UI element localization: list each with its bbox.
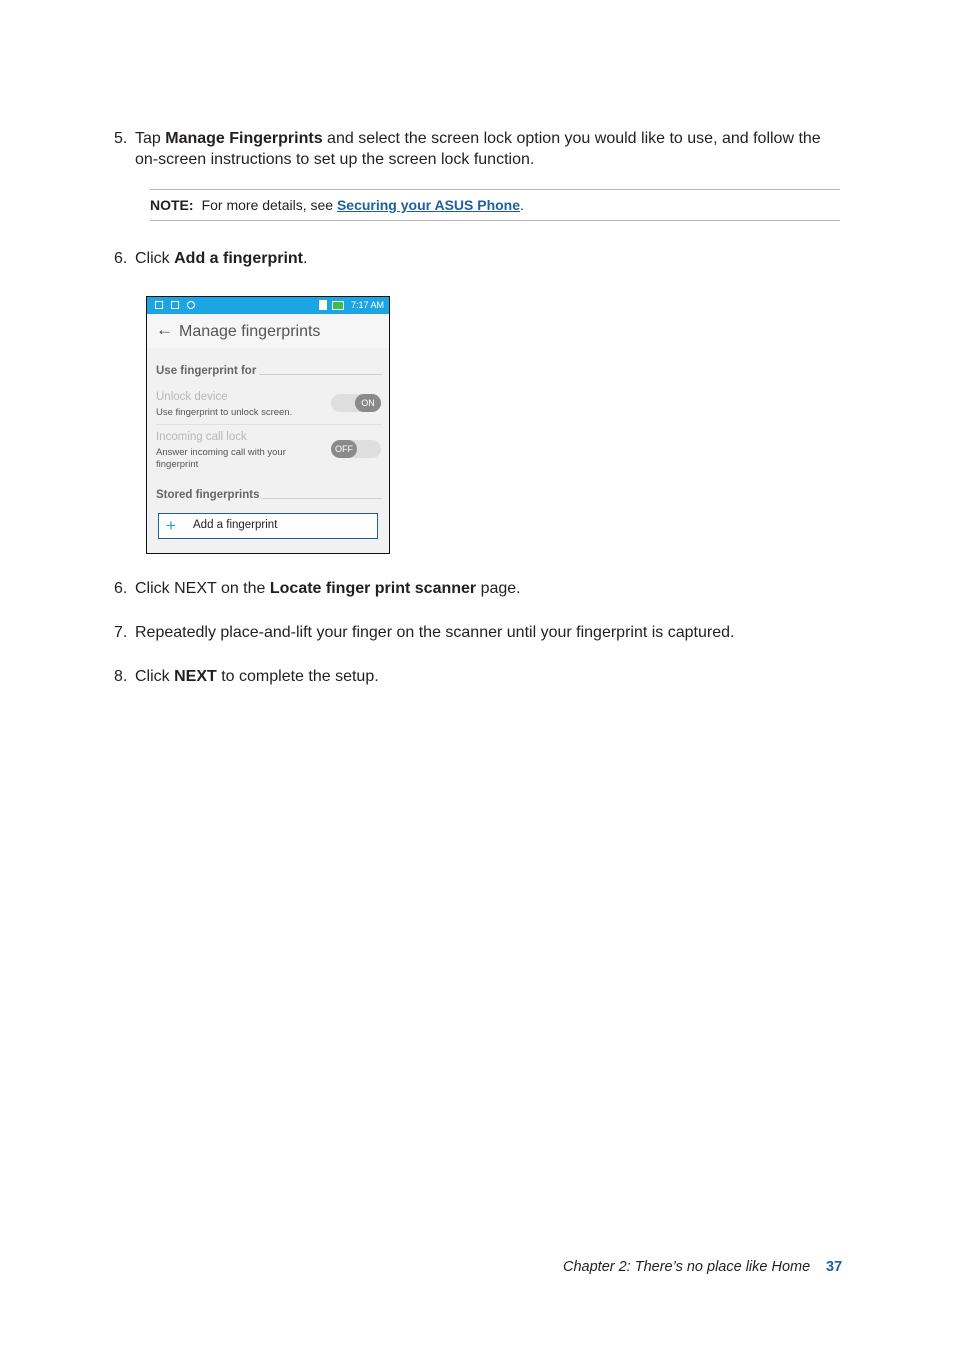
gallery-icon [171, 301, 179, 309]
step-prefix: Repeatedly place-and-lift your finger on the scanner until your fingerprint is captured. [135, 624, 735, 641]
note-label: NOTE: [150, 197, 194, 213]
toggle-knob: ON [355, 394, 381, 412]
step-suffix: and select the screen lock option you would like to use, and follow the on-screen instructions to set up the screen lock function. [135, 130, 821, 168]
step-prefix: Click [135, 668, 175, 685]
note-after: . [520, 197, 524, 213]
step-prefix: Click [135, 250, 175, 267]
step-number: 7. [114, 624, 128, 641]
incoming-call-subtitle: Answer incoming call with your fingerprint [156, 447, 286, 470]
step-bold: Manage Fingerprints [165, 130, 323, 147]
securing-phone-link[interactable]: Securing your ASUS Phone [336, 197, 521, 213]
step-text [135, 248, 835, 269]
step-text [135, 622, 835, 643]
step-bold: Locate finger print scanner [269, 580, 477, 597]
app-bar [147, 314, 389, 348]
incoming-call-title: Incoming call lock [156, 431, 247, 443]
section-divider [259, 374, 382, 375]
step-number: 6. [114, 250, 128, 267]
section-divider [261, 498, 382, 499]
step-number: 6. [114, 580, 128, 597]
incoming-call-toggle[interactable] [331, 440, 381, 458]
status-bar [147, 297, 389, 314]
add-fingerprint-button[interactable] [158, 513, 378, 539]
sync-icon [187, 301, 195, 309]
section-stored-fingerprints: Stored fingerprints [156, 489, 260, 501]
unlock-device-toggle[interactable] [331, 394, 381, 412]
step-suffix: page. [476, 580, 521, 597]
plus-icon: + [166, 516, 176, 535]
step-5 [114, 128, 821, 168]
battery-icon [332, 301, 344, 310]
step-6-next [114, 578, 521, 599]
section-use-fingerprint: Use fingerprint for [156, 365, 257, 377]
step-number: 8. [114, 668, 128, 685]
step-6-add [114, 248, 308, 269]
back-arrow-icon[interactable]: ← [156, 320, 173, 339]
step-text [135, 128, 835, 170]
step-text [135, 666, 835, 687]
toggle-knob: OFF [331, 440, 357, 458]
unlock-device-subtitle: Use fingerprint to unlock screen. [156, 407, 293, 418]
page-number: 37 [826, 1259, 843, 1275]
chapter-footer: Chapter 2: There’s no place like Home [563, 1259, 811, 1275]
step-bold: Add a fingerprint [174, 250, 303, 267]
phone-screenshot [146, 296, 390, 554]
step-suffix: to complete the setup. [216, 668, 379, 685]
screenshot-icon [155, 301, 163, 309]
step-prefix: Tap [135, 130, 166, 147]
step-prefix: Click NEXT on the [135, 580, 270, 597]
add-fingerprint-label: Add a fingerprint [193, 519, 278, 531]
item-divider [156, 424, 382, 425]
note-box [150, 189, 840, 221]
step-bold: NEXT [174, 668, 217, 685]
step-number: 5. [114, 130, 128, 147]
step-8 [114, 666, 379, 687]
status-time: 7:17 AM [350, 300, 384, 310]
note-text: For more details, see [201, 197, 337, 213]
step-suffix: . [303, 250, 308, 267]
step-7 [114, 622, 735, 643]
step-text [135, 578, 835, 599]
unlock-device-title: Unlock device [156, 391, 228, 403]
sim-icon [319, 300, 327, 310]
screen-title: Manage fingerprints [179, 323, 321, 340]
